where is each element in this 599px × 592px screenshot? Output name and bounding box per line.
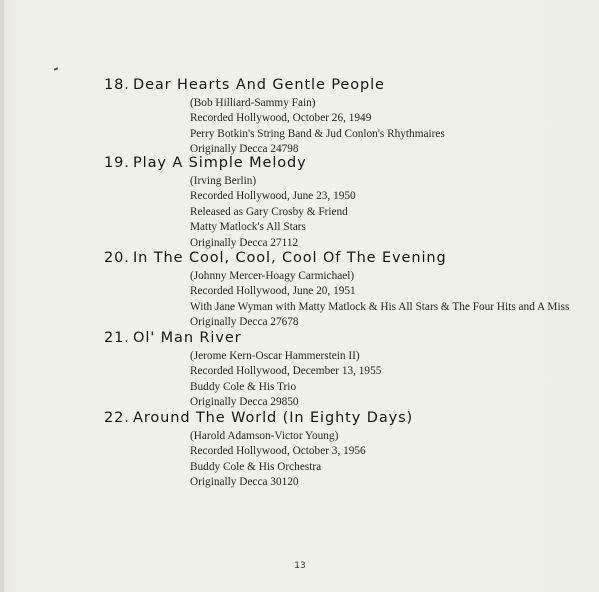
recording-line: Recorded Hollywood, October 26, 1949 [190, 112, 372, 125]
track-heading [104, 76, 594, 95]
track-details [190, 269, 594, 331]
track-title: In The Cool, Cool, Cool Of The Evening [133, 250, 447, 266]
track-heading [104, 409, 594, 428]
catalog-line: Originally Decca 27112 [190, 236, 299, 249]
track-entry-20 [104, 249, 594, 331]
track-entry-19 [104, 154, 594, 251]
track-heading [104, 154, 594, 173]
track-number: 22. [104, 410, 130, 426]
songwriters-line: (Jerome Kern-Oscar Hammerstein II) [190, 350, 360, 362]
track-number: 19. [104, 155, 130, 171]
page-number: 13 [294, 561, 306, 571]
performers-line: Buddy Cole & His Orchestra [190, 460, 322, 473]
songwriters-line: (Harold Adamson-Victor Young) [190, 430, 339, 442]
performers-line: Buddy Cole & His Trio [190, 380, 297, 393]
track-title: Play A Simple Melody [133, 155, 307, 171]
track-entry-18 [104, 76, 594, 158]
performers-line: Perry Botkin's String Band & Jud Conlon's Rhythmaires [190, 127, 445, 140]
catalog-line: Originally Decca 29850 [190, 396, 299, 409]
track-number: 20. [104, 250, 130, 266]
songwriters-line: (Bob Hilliard-Sammy Fain) [190, 97, 316, 109]
catalog-line: Originally Decca 30120 [190, 476, 299, 489]
recording-line: Recorded Hollywood, June 20, 1951 [190, 285, 356, 298]
track-entry-21 [104, 329, 594, 411]
page-spine-shadow [0, 0, 4, 592]
songwriters-line: (Irving Berlin) [190, 175, 257, 187]
track-number: 21. [104, 330, 130, 346]
track-number: 18. [104, 77, 130, 93]
track-details [190, 174, 594, 251]
track-title: Around The World (In Eighty Days) [133, 410, 414, 426]
recording-line: Recorded Hollywood, June 23, 1950 [190, 190, 356, 203]
release-note-line: Released as Gary Crosby & Friend [190, 205, 348, 218]
catalog-line: Originally Decca 24798 [190, 143, 299, 156]
track-entry-22 [104, 409, 594, 491]
track-title: Ol' Man River [133, 330, 242, 346]
ink-speck [54, 67, 58, 70]
recording-line: Recorded Hollywood, December 13, 1955 [190, 365, 382, 378]
track-details [190, 349, 594, 411]
performers-line: With Jane Wyman with Matty Matlock & His All Stars & The Four Hits and A Miss [190, 300, 570, 313]
track-details [190, 96, 594, 158]
songwriters-line: (Johnny Mercer-Hoagy Carmichael) [190, 270, 355, 282]
track-details [190, 429, 594, 491]
track-heading [104, 249, 594, 268]
performers-line: Matty Matlock's All Stars [190, 221, 306, 234]
recording-line: Recorded Hollywood, October 3, 1956 [190, 445, 366, 458]
track-title: Dear Hearts And Gentle People [133, 77, 385, 93]
track-heading [104, 329, 594, 348]
catalog-line: Originally Decca 27678 [190, 316, 299, 329]
